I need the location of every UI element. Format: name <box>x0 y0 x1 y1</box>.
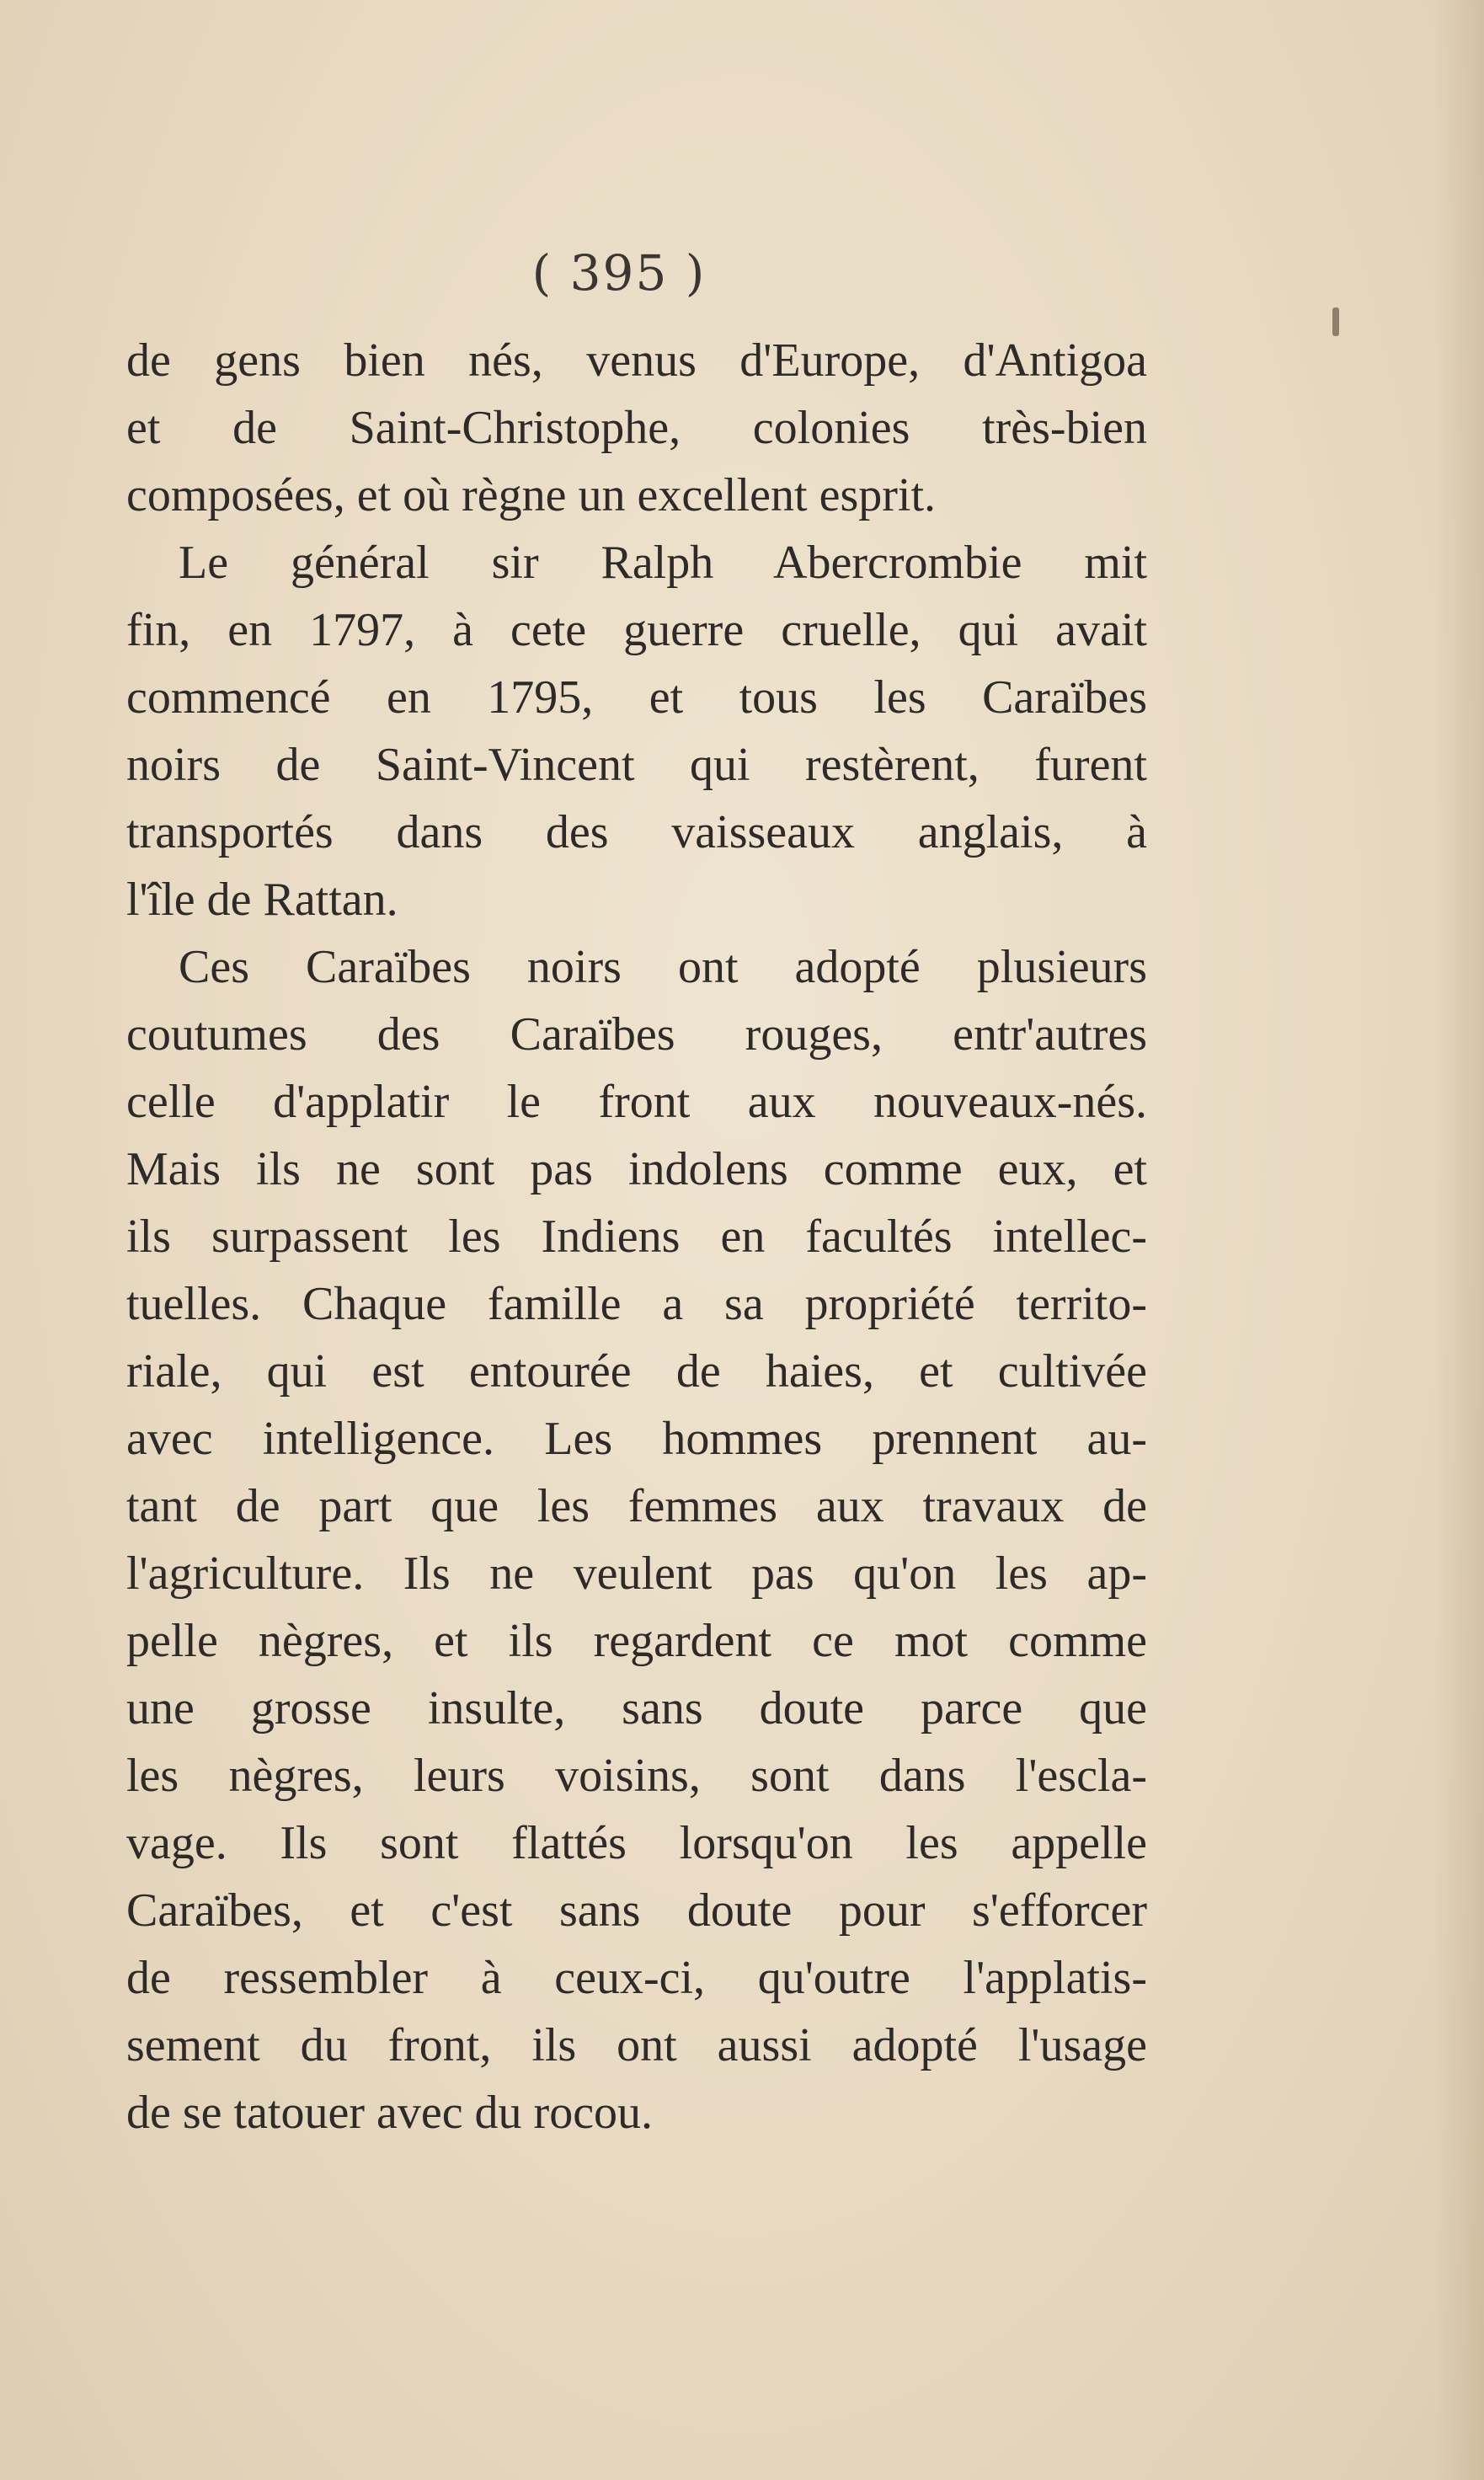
text-line: tant de part que les femmes aux travaux de <box>126 1480 1147 1532</box>
text-line: l'île de Rattan. <box>126 874 398 926</box>
text-line: celle d'applatir le front aux nouveaux-nés. <box>126 1076 1147 1128</box>
text-line: Le général sir Ralph Abercrombie mit <box>179 537 1147 589</box>
text-line: une grosse insulte, sans doute parce que <box>126 1682 1147 1734</box>
text-line: Caraïbes, et c'est sans doute pour s'efforcer <box>126 1884 1147 1937</box>
text-line: pelle nègres, et ils regardent ce mot comme <box>126 1615 1147 1667</box>
page-number: ( 395 ) <box>531 244 707 302</box>
text-line: sement du front, ils ont aussi adopté l'usage <box>126 2019 1147 2071</box>
text-line: Ces Caraïbes noirs ont adopté plusieurs <box>179 941 1147 993</box>
text-line: riale, qui est entourée de haies, et cultivée <box>126 1345 1147 1398</box>
text-line: avec intelligence. Les hommes prennent au- <box>126 1413 1147 1465</box>
text-line: vage. Ils sont flattés lorsqu'on les appelle <box>126 1817 1147 1869</box>
text-line: fin, en 1797, à cete guerre cruelle, qui avait <box>126 604 1147 656</box>
text-line: Mais ils ne sont pas indolens comme eux, et <box>126 1143 1147 1195</box>
body-text <box>126 327 1147 2146</box>
text-line: les nègres, leurs voisins, sont dans l'escla- <box>126 1750 1147 1802</box>
text-line: commencé en 1795, et tous les Caraïbes <box>126 671 1147 724</box>
page-edge-shadow <box>1433 0 1484 2480</box>
text-line: et de Saint-Christophe, colonies très-bien <box>126 402 1147 454</box>
text-line: tuelles. Chaque famille a sa propriété territo- <box>126 1278 1147 1330</box>
text-line: coutumes des Caraïbes rouges, entr'autres <box>126 1008 1147 1061</box>
text-line: ils surpassent les Indiens en facultés intellec- <box>126 1211 1147 1263</box>
paper-speck <box>1332 307 1339 336</box>
text-line: de ressembler à ceux-ci, qu'outre l'applatis- <box>126 1952 1147 2004</box>
text-line: l'agriculture. Ils ne veulent pas qu'on les ap- <box>126 1547 1147 1600</box>
text-line: de gens bien nés, venus d'Europe, d'Antigoa <box>126 334 1147 387</box>
text-line: de se tatouer avec du rocou. <box>126 2087 654 2139</box>
text-line: noirs de Saint-Vincent qui restèrent, furent <box>126 739 1147 791</box>
text-line: composées, et où règne un excellent esprit. <box>126 469 936 521</box>
text-line: transportés dans des vaisseaux anglais, à <box>126 806 1147 858</box>
